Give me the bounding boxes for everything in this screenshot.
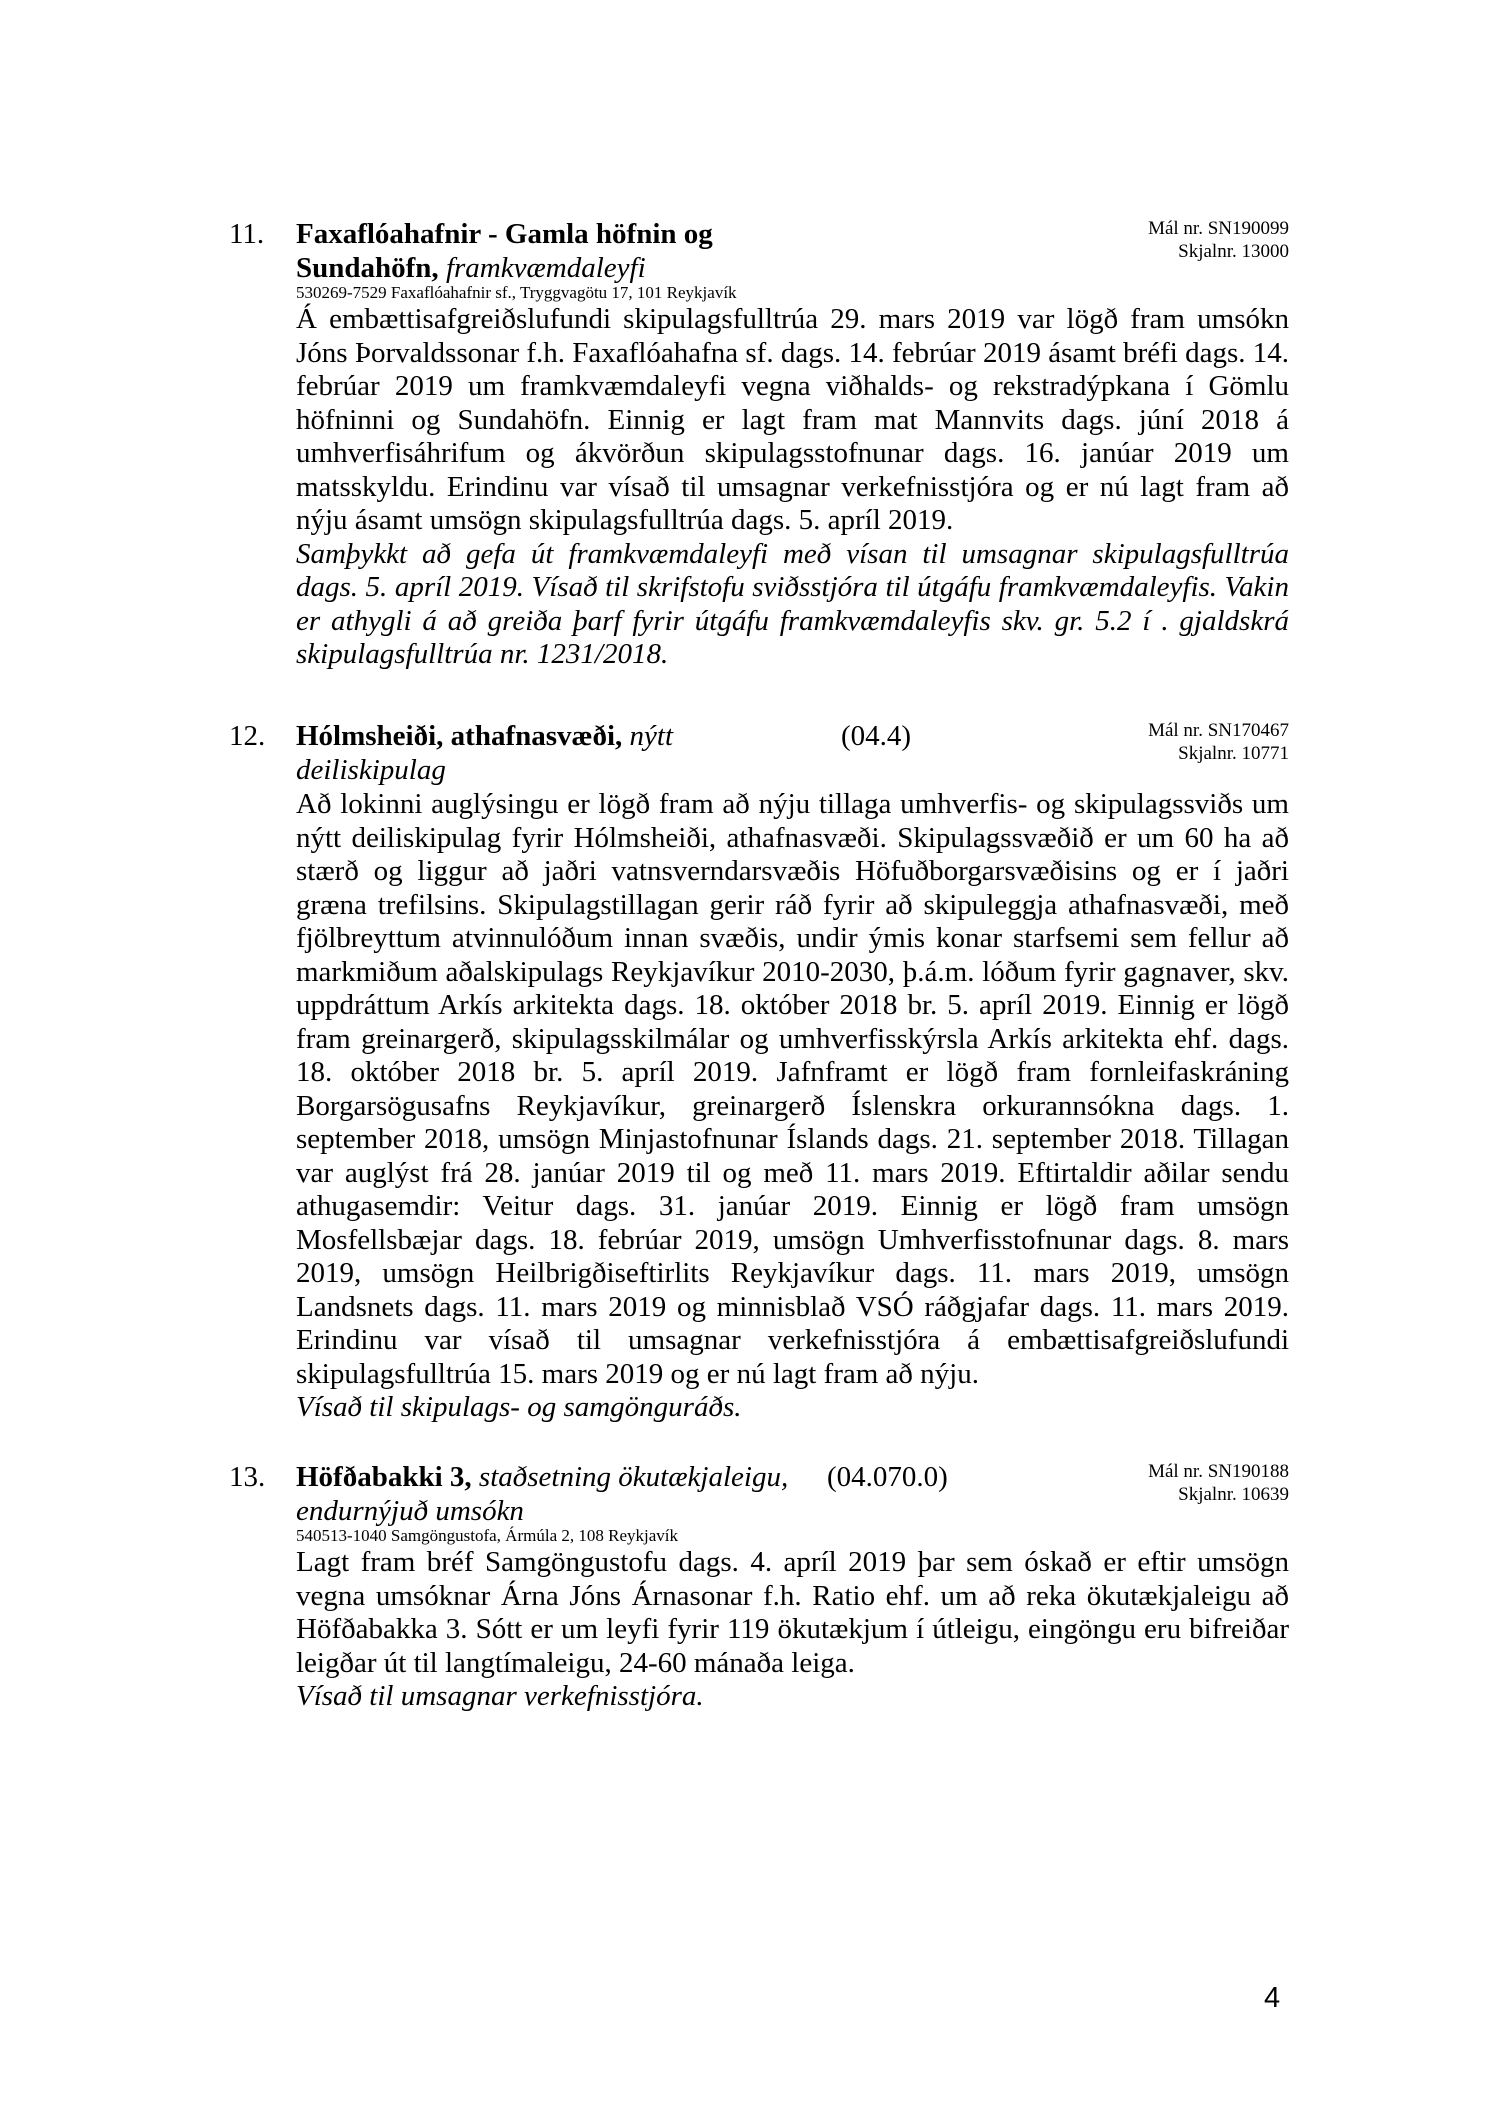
location-code: (04.4)	[841, 720, 912, 752]
case-number: Mál nr. SN190099	[1148, 218, 1289, 239]
item-description: Á embættisafgreiðslufundi skipulagsfulltrúa 29. mars 2019 var lögð fram umsókn Jóns Þorvaldssonar f.h. Faxaflóahafna sf. dags. 14. febrúar 2019 ásamt bréfi dags. 14. febrúar 2019 um framkvæmdaleyfi vegna viðhalds- og rekstradýpkana í Gömlu höfninni og Sundahöfn. Einnig er lagt fram mat Mannvits dags. júní 2018 á umhverfisáhrifum og ákvörðun skipulagsstofnunar dags. 16. janúar 2019 um matsskyldu. Erindinu var vísað til umsagnar verkefnisstjóra og er nú lagt fram að nýju ásamt umsögn skipulagsfulltrúa dags. 5. apríl 2019.	[296, 303, 1290, 536]
case-reference	[1148, 719, 1289, 765]
applicant-address: 530269-7529 Faxaflóahafnir sf., Tryggvagötu 17, 101 Reykjavík	[296, 283, 737, 302]
document-number: Skjalnr. 13000	[1178, 241, 1289, 262]
case-number: Mál nr. SN190188	[1148, 1461, 1289, 1482]
item-description: Lagt fram bréf Samgöngustofu dags. 4. apríl 2019 þar sem óskað er eftir umsögn vegna umsóknar Árna Jóns Árnasonar f.h. Ratio ehf. um að reka ökutækjaleigu að Höfðabakka 3. Sótt er um leyfi fyrir 119 ökutækjum í útleigu, eingöngu eru bifreiðar leigðar út til langtímaleigu, 24-60 mánaða leiga.	[296, 1546, 1289, 1679]
item-title: Faxaflóahafnir - Gamla höfnin og Sundahöfn,	[296, 218, 713, 284]
item-body	[296, 1546, 1289, 1714]
item-title: Hólmsheiði, athafnasvæði,	[296, 720, 623, 752]
item-body	[296, 788, 1289, 1425]
item-title: Höfðabakki 3,	[296, 1461, 472, 1493]
applicant-address: 540513-1040 Samgöngustofa, Ármúla 2, 108 Reykjavík	[296, 1526, 678, 1545]
item-number: 13.	[229, 1461, 266, 1493]
item-subtitle: nýtt deiliskipulag	[296, 720, 674, 786]
item-decision: Vísað til umsagnar verkefnisstjóra.	[296, 1680, 704, 1712]
case-number: Mál nr. SN170467	[1148, 720, 1289, 741]
item-body	[296, 303, 1289, 672]
document-number: Skjalnr. 10639	[1178, 1484, 1289, 1505]
item-decision: Samþykkt að gefa út framkvæmdaleyfi með vísan til umsagnar skipulagsfulltrúa dags. 5. apríl 2019. Vísað til skrifstofu sviðsstjóra til útgáfu framkvæmdaleyfis. Vakin er athygli á að greiða þarf fyrir útgáfu framkvæmdaleyfis skv. gr. 5.2 í . gjaldskrá skipulagsfulltrúa nr. 1231/2018.	[296, 537, 1289, 670]
document-number: Skjalnr. 10771	[1178, 743, 1289, 764]
case-reference	[1148, 217, 1289, 263]
location-code: (04.070.0)	[827, 1461, 948, 1493]
item-decision: Vísað til skipulags- og samgönguráðs.	[296, 1391, 742, 1423]
item-number: 12.	[229, 720, 266, 752]
page-number: 4	[1264, 1982, 1281, 2014]
case-reference	[1148, 1460, 1289, 1506]
item-heading	[296, 217, 766, 285]
item-subtitle: framkvæmdaleyfi	[445, 252, 646, 284]
item-heading	[296, 1460, 816, 1528]
item-subtitle: staðsetning ökutækjaleigu, endurnýjuð umsókn	[296, 1461, 789, 1527]
item-heading	[296, 719, 696, 787]
item-description: Að lokinni auglýsingu er lögð fram að nýju tillaga umhverfis- og skipulagssviðs um nýtt deiliskipulag fyrir Hólmsheiði, athafnasvæði. Skipulagssvæðið er um 60 ha að stærð og liggur að jaðri vatnsverndarsvæðis Höfuðborgarsvæðisins og er í jaðri græna trefilsins. Skipulagstillagan gerir ráð fyrir að skipuleggja athafnasvæði, með fjölbreyttum atvinnulóðum innan svæðis, undir ýmis konar starfsemi sem fellur að markmiðum aðalskipulags Reykjavíkur 2010-2030, þ.á.m. lóðum fyrir gagnaver, skv. uppdráttum Arkís arkitekta dags. 18. október 2018 br. 5. apríl 2019. Einnig er lögð fram greinargerð, skipulagsskilmálar og umhverfisskýrsla Arkís arkitekta ehf. dags. 18. október 2018 br. 5. apríl 2019. Jafnframt er lögð fram fornleifaskráning Borgarsögusafns Reykjavíkur, greinargerð Íslenskra orkurannsókna dags. 1. september 2018, umsögn Minjastofnunar Íslands dags. 21. september 2018. Tillagan var auglýst frá 28. janúar 2019 til og með 11. mars 2019. Eftirtaldir aðilar sendu athugasemdir: Veitur dags. 31. janúar 2019. Einnig er lögð fram umsögn Mosfellsbæjar dags. 18. febrúar 2019, umsögn Umhverfisstofnunar dags. 8. mars 2019, umsögn Heilbrigðiseftirlits Reykjavíkur dags. 11. mars 2019, umsögn Landsnets dags. 11. mars 2019 og minnisblað VSÓ ráðgjafar dags. 11. mars 2019. Erindinu var vísað til umsagnar verkefnisstjóra á embættisafgreiðslufundi skipulagsfulltrúa 15. mars 2019 og er nú lagt fram að nýju.	[296, 788, 1289, 1390]
item-number: 11.	[229, 218, 265, 250]
